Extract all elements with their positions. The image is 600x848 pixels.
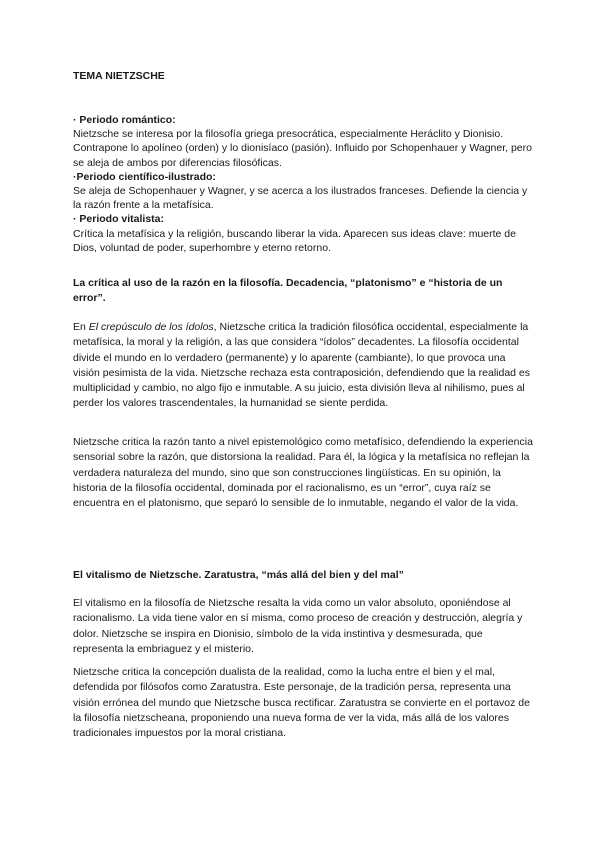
- paragraph-vitalism-2: Nietzsche critica la concepción dualista de la realidad, como la lucha entre el bien y el mal, defendida por filósofos como Zaratustra. Este personaje, de la tradición persa, representa una visión errónea del mundo que Nietzsche busca rectificar. Zaratustra se convierte en el portavoz de la filosofía nietzscheana, proponiendo una nueva forma de ver la vida, más allá de los valores tradicionales impuestos por la moral cristiana.: [73, 666, 530, 740]
- periods-list: [73, 113, 533, 255]
- period-text-romantic: Nietzsche se interesa por la filosofía griega presocrática, especialmente Heráclito y Dionisio. Contrapone lo apolíneo (orden) y lo dionisíaco (pasión). Influido por Schopenhauer y Wagner, pero se aleja de ambos por diferencias filosóficas.: [73, 128, 532, 169]
- paragraph-intro: En: [73, 321, 89, 333]
- paragraph-vitalism-1: El vitalismo en la filosofía de Nietzsche resalta la vida como un valor absoluto, oponiéndose al racionalismo. La vida tiene valor en sí misma, como proceso de creación y destrucción, alegría y dolor. Nietzsche se inspira en Dionisio, símbolo de la vida instintiva y desmesurada, que representa la embriaguez y el misterio.: [73, 597, 523, 655]
- period-title-vitalist: · Periodo vitalista:: [73, 213, 165, 226]
- section-heading-critique: La crítica al uso de la razón en la filosofía. Decadencia, “platonismo” e “historia de un error”.: [73, 277, 503, 304]
- section-heading-vitalism: El vitalismo de Nietzsche. Zaratustra, “más allá del bien y del mal”: [73, 569, 404, 581]
- period-title-scientific: ·Periodo científico-ilustrado:: [73, 170, 216, 183]
- period-title-romantic: · Periodo romántico:: [73, 114, 176, 126]
- paragraph-rest: , Nietzsche critica la tradición filosófica occidental, especialmente la metafísica, la moral y la religión, a las que considera “ídolos” decadentes. La filosofía occidental divide el mundo en lo verdadero (permanente) y lo aparente (cambiante), lo que provoca una visión pesimista de la vida. Nietzsche rechaza esta contraposición, defendiendo que la realidad es multiplicidad y cambio, no algo fijo e inmutable. A su juicio, esta división lleva al nihilismo, pues al perder los valores trascendentales, la humanidad se siente perdida.: [73, 321, 531, 410]
- paragraph-critique-1: [73, 320, 533, 412]
- paragraph-critique-2: Nietzsche critica la razón tanto a nivel epistemológico como metafísico, defendiendo la experiencia sensorial sobre la razón, que distorsiona la realidad. Para él, la lógica y la metafísica no reflejan la verdadera naturaleza del mundo, sino que son construcciones lingüísticas. En su opinión, la historia de la filosofía occidental, dominada por el racionalismo, es un “error”, cuya raíz se encuentra en el platonismo, que separó lo sensible de lo inmutable, negando el valor de la vida.: [73, 436, 533, 510]
- period-text-scientific: Se aleja de Schopenhauer y Wagner, y se acerca a los ilustrados franceses. Defiende la ciencia y la razón frente a la metafísica.: [73, 185, 528, 212]
- period-text-vitalist: Crítica la metafísica y la religión, buscando liberar la vida. Aparecen sus ideas clave: muerte de Dios, voluntad de poder, superhombre y eterno retorno.: [73, 227, 516, 254]
- document-title: TEMA NIETZSCHE: [73, 70, 165, 82]
- book-title: El crepúsculo de los ídolos: [88, 321, 214, 333]
